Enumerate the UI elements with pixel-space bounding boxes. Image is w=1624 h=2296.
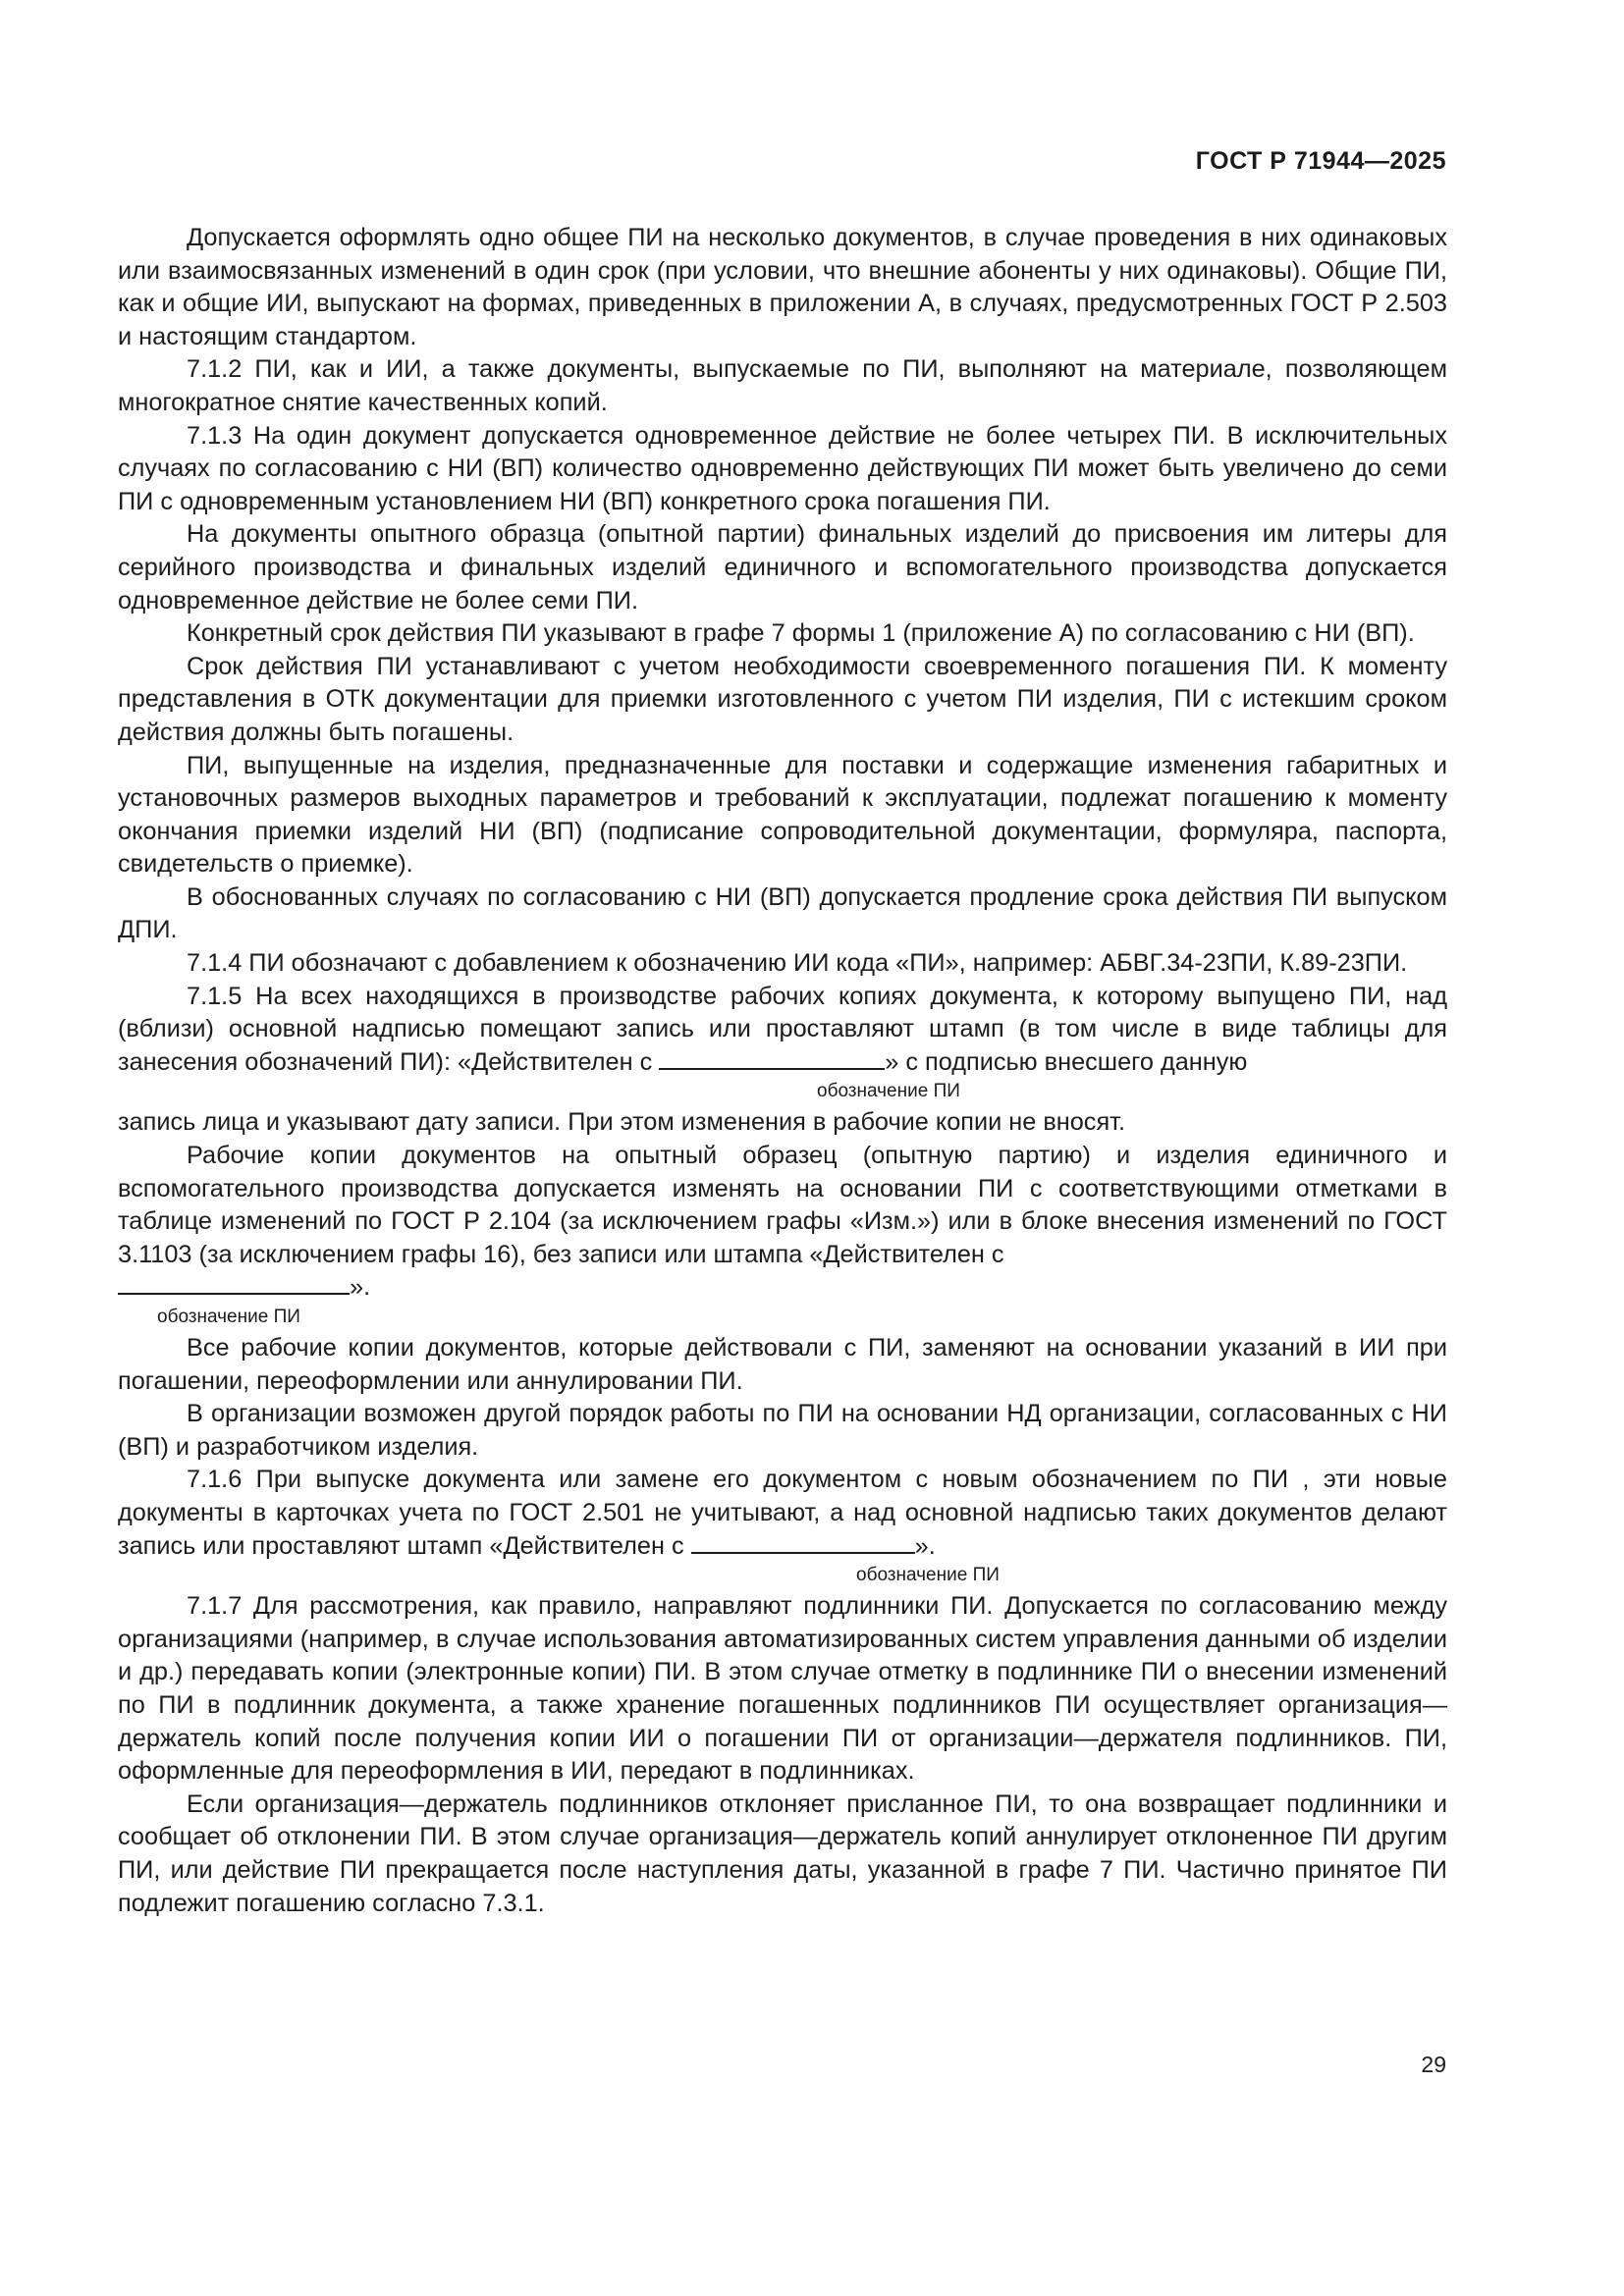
paragraph-text: 7.1.6 При выпуске документа или замене его документом с новым обозначением по ПИ , эти новые документы в карточках учета по ГОСТ 2.501 не учитывают, а над основной надписью таких документов делают запись или проставляют штамп «Действителен с bbox=[118, 1466, 1447, 1560]
page-number: 29 bbox=[1421, 2052, 1446, 2077]
document-designation: ГОСТ Р 71944—2025 bbox=[1195, 147, 1446, 175]
blank-caption: обозначение ПИ bbox=[817, 1081, 960, 1102]
blank-caption: обозначение ПИ bbox=[157, 1307, 300, 1327]
paragraph-text: ». bbox=[914, 1531, 936, 1560]
paragraph-7-1-6 bbox=[118, 1464, 1447, 1563]
paragraph: В организации возможен другой порядок работы по ПИ на основании НД организации, согласованных с НИ (ВП) и разработчиком изделия. bbox=[118, 1400, 1447, 1461]
paragraph: Все рабочие копии документов, которые действовали с ПИ, заменяют на основании указаний в ИИ при погашении, переоформлении или аннулировании ПИ. bbox=[118, 1334, 1447, 1395]
paragraph-text: 7.1.5 На всех находящихся в производстве рабочих копиях документа, к которому выпущено ПИ, над (вблизи) основной надписью помещают запись или проставляют штамп (в том числе в виде таблицы для занесения обозначений ПИ): «Действителен с bbox=[118, 982, 1447, 1076]
paragraph bbox=[118, 1140, 1447, 1305]
paragraph: Если организация—держатель подлинников отклоняет присланное ПИ, то она возвращает подлинники и сообщает об отклонении ПИ. В этом случае организация—держатель копий аннулирует отклоненное ПИ другим ПИ, или действие ПИ прекращается после наступления даты, указанной в графе 7 ПИ. Частично принятое ПИ подлежит погашению согласно 7.3.1. bbox=[118, 1789, 1447, 1917]
paragraph: На документы опытного образца (опытной партии) финальных изделий до присвоения им литеры для серийного производства и финальных изделий единичного и вспомогательного производства допускается одновременное действие не более семи ПИ. bbox=[118, 520, 1447, 614]
fill-in-blank bbox=[118, 1271, 350, 1295]
document-body bbox=[118, 222, 1447, 1920]
paragraph-7-1-4: 7.1.4 ПИ обозначают с добавлением к обозначению ИИ кода «ПИ», например: АБВГ.34-23ПИ, К.89-23ПИ. bbox=[187, 949, 1408, 978]
paragraph-text: » с подписью внесшего данную bbox=[885, 1047, 1248, 1076]
paragraph-text: Рабочие копии документов на опытный образец (опытную партию) и изделия единичного и вспомогательного производства допускается изменять на основании ПИ с соответствующими отметками в таблице изменений по ГОСТ Р 2.104 (за исключением графы «Изм.») или в блоке внесения изменений по ГОСТ 3.1103 (за исключением графы 16), без записи или штампа «Действителен с bbox=[118, 1142, 1447, 1268]
paragraph-continuation: запись лица и указывают дату записи. При этом изменения в рабочие копии не вносят. bbox=[118, 1108, 1125, 1137]
paragraph: ПИ, выпущенные на изделия, предназначенные для поставки и содержащие изменения габаритных и установочных размеров выходных параметров и требований к эксплуатации, подлежат погашению к моменту окончания приемки изделий НИ (ВП) (подписание сопроводительной документации, формуляра, паспорта, свидетельств о приемке). bbox=[118, 751, 1447, 879]
paragraph: Срок действия ПИ устанавливают с учетом необходимости своевременного погашения ПИ. К моменту представления в ОТК документации для приемки изготовленного с учетом ПИ изделия, ПИ с истекшим сроком действия должны быть погашены. bbox=[118, 652, 1447, 746]
paragraph-text: ». bbox=[350, 1273, 371, 1302]
paragraph: В обоснованных случаях по согласованию с НИ (ВП) допускается продление срока действия ПИ выпуском ДПИ. bbox=[118, 882, 1447, 944]
fill-in-blank bbox=[659, 1046, 885, 1070]
paragraph: Допускается оформлять одно общее ПИ на несколько документов, в случае проведения в них одинаковых или взаимосвязанных изменений в один срок (при условии, что внешние абоненты у них одинаковы). Общие ПИ, как и общие ИИ, выпускают на формах, приведенных в приложении А, в случаях, предусмотренных ГОСТ Р 2.503 и настоящим стандартом. bbox=[118, 224, 1447, 350]
paragraph-7-1-2: 7.1.2 ПИ, как и ИИ, а также документы, выпускаемые по ПИ, выполняют на материале, позволяющем многократное снятие качественных копий. bbox=[118, 355, 1447, 416]
blank-caption: обозначение ПИ bbox=[856, 1565, 1000, 1586]
paragraph: Конкретный срок действия ПИ указывают в графе 7 формы 1 (приложение А) по согласованию с НИ (ВП). bbox=[187, 619, 1415, 648]
paragraph-7-1-5 bbox=[118, 981, 1447, 1080]
paragraph-7-1-7: 7.1.7 Для рассмотрения, как правило, направляют подлинники ПИ. Допускается по согласованию между организациями (например, в случае использования автоматизированных систем управления данными об изделии и др.) передавать копии (электронные копии) ПИ. В этом случае отметку в подлиннике ПИ о внесении изменений по ПИ в подлинник документа, а также хранение погашенных подлинников ПИ осуществляет организация—держатель копий после получения копии ИИ о погашении ПИ от организации—держателя подлинников. ПИ, оформленные для переоформления в ИИ, передают в подлинниках. bbox=[118, 1592, 1447, 1786]
paragraph-7-1-3: 7.1.3 На один документ допускается одновременное действие не более четырех ПИ. В исключительных случаях по согласованию с НИ (ВП) количество одновременно действующих ПИ может быть увеличено до семи ПИ с одновременным установлением НИ (ВП) конкретного срока погашения ПИ. bbox=[118, 421, 1447, 515]
fill-in-blank bbox=[691, 1530, 915, 1554]
